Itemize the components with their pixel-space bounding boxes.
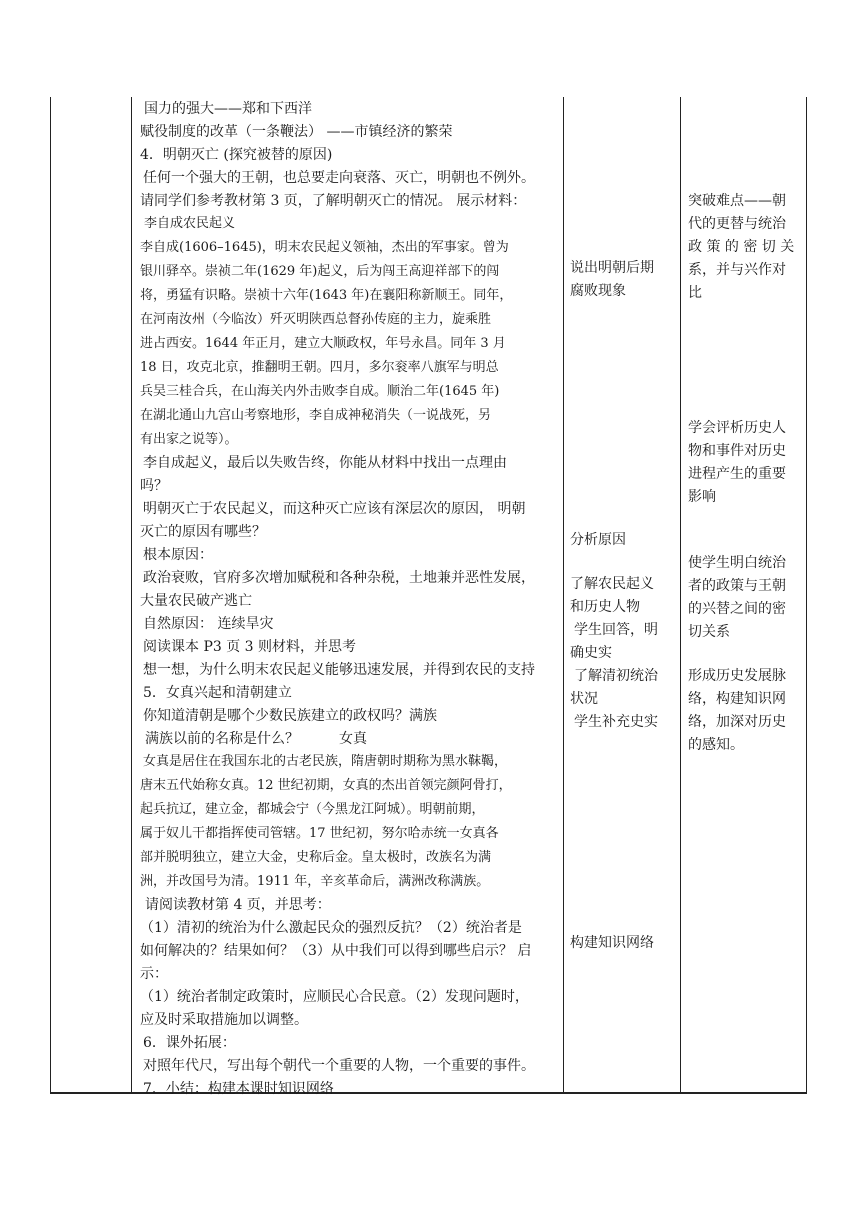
content-line: 想一想，为什么明末农民起义能够迅速发展，并得到农民的支持	[143, 662, 535, 678]
intent-line: 政 策 的 密 切 关	[688, 239, 795, 255]
intent-line: 的兴替之间的密	[688, 601, 786, 617]
material-line: 部并脱明独立，建立大金，史称后金。皇太极时，改族名为满	[140, 850, 492, 865]
activity-line: 学生补充史实	[574, 714, 658, 730]
intent-line: 学会评析历史人	[688, 420, 786, 436]
content-line: 任何一个强大的王朝，也总要走向衰落、灭亡，明朝也不例外。	[143, 170, 535, 186]
intent-line: 进程产生的重要	[688, 466, 786, 482]
activity-line: 说出明朝后期	[570, 260, 654, 276]
content-line: 请阅读教材第 4 页，并思考：	[145, 897, 331, 913]
material-line: 在河南汝州（今临汝）歼灭明陕西总督孙传庭的主力，旋乘胜	[140, 312, 492, 327]
content-line: 政治衰败，官府多次增加赋税和各种杂税，土地兼并恶性发展，	[143, 570, 535, 586]
activity-line: 确史实	[570, 645, 612, 661]
activity-line: 学生回答，明	[574, 622, 658, 638]
activity-line: 分析原因	[570, 532, 626, 548]
intent-line: 络，构建知识网	[688, 691, 786, 707]
material-line: 在湖北通山九宫山考察地形，李自成神秘消失（一说战死，另	[140, 408, 492, 423]
intent-line: 者的政策与王朝	[688, 578, 786, 594]
table-divider-3	[680, 97, 681, 1093]
intent-line: 切关系	[688, 624, 730, 640]
intent-line: 比	[688, 285, 702, 301]
material-line: 属于奴儿干都指挥使司管辖。17 世纪初，努尔哈赤统一女真各	[140, 826, 499, 841]
content-line: 应及时采取措施加以调整。	[140, 1012, 308, 1028]
content-line: 阅读课本 P3 页 3 则材料，并思考	[143, 639, 357, 655]
intent-line: 使学生明白统治	[688, 555, 786, 571]
table-border-right	[806, 97, 807, 1093]
content-line: 对照年代尺，写出每个朝代一个重要的人物，一个重要的事件。	[143, 1058, 535, 1074]
material-line: 起兵抗辽，建立金，都城会宁（今黑龙江阿城）。明朝前期，	[140, 802, 485, 817]
material-line: 将，勇猛有识略。崇祯十六年(1643 年)在襄阳称新顺王。同年，	[140, 288, 513, 303]
activity-line: 状况	[570, 691, 598, 707]
table-divider-1	[131, 97, 132, 1093]
content-line: 吗？	[140, 478, 168, 494]
material-line: 兵吴三桂合兵，在山海关内外击败李自成。顺治二年(1645 年)	[140, 384, 500, 399]
material-line: 李自成(1606–1645)，明末农民起义领袖，杰出的军事家。曾为	[140, 240, 509, 255]
intent-line: 系，并与兴作对	[688, 262, 786, 278]
intent-line: 突破难点——朝	[688, 193, 786, 209]
content-line: （1）统治者制定政策时，应顺民心合民意。（2）发现问题时，	[140, 989, 529, 1005]
content-line: 大量农民破产逃亡	[140, 593, 252, 609]
material-line: 有出家之说等）。	[140, 432, 238, 447]
content-line: 如何解决的？结果如何？（3）从中我们可以得到哪些启示？ 启	[140, 943, 532, 959]
material-line: 唐末五代始称女真。12 世纪初期，女真的杰出首领完颜阿骨打，	[140, 778, 512, 793]
content-line: 赋役制度的改革（一条鞭法） ——市镇经济的繁荣	[140, 124, 453, 140]
content-line: 请同学们参考教材第 3 页，了解明朝灭亡的情况。 展示材料：	[140, 193, 527, 209]
content-line: 示：	[140, 966, 168, 982]
table-border-left	[50, 97, 51, 1093]
material-line: 18 日，攻克北京，推翻明王朝。四月，多尔衮率八旗军与明总	[140, 360, 499, 375]
material-line: 女真是居住在我国东北的古老民族，隋唐朝时期称为黑水靺鞨，	[143, 754, 508, 769]
content-line: 李自成起义，最后以失败告终，你能从材料中找出一点理由	[143, 455, 507, 471]
intent-line: 络，加深对历史	[688, 714, 786, 730]
material-line: 洲，并改国号为清。1911 年，辛亥革命后，满洲改称满族。	[140, 874, 490, 889]
content-line: 国力的强大——郑和下西洋	[144, 101, 312, 117]
intent-line: 的感知。	[688, 737, 744, 753]
material-line: 银川驿卒。崇祯二年(1629 年)起义，后为闯王高迎祥部下的闯	[140, 264, 500, 279]
content-line: 明朝灭亡于农民起义，而这种灭亡应该有深层次的原因， 明朝	[143, 501, 526, 517]
intent-line: 物和事件对历史	[688, 443, 786, 459]
activity-line: 和历史人物	[570, 599, 640, 615]
content-line: 6．课外拓展：	[143, 1035, 236, 1051]
content-line: 根本原因：	[143, 547, 213, 563]
intent-line: 代的更替与统治	[688, 216, 786, 232]
material-line: 进占西安。1644 年正月，建立大顺政权，年号永昌。同年 3 月	[140, 336, 506, 351]
content-line: 7．小结：构建本课时知识网络	[143, 1081, 334, 1097]
content-line: 自然原因： 连续旱灾	[143, 616, 274, 632]
content-line: 你知道清朝是哪个少数民族建立的政权吗？满族	[143, 708, 437, 724]
activity-line: 了解农民起义	[570, 576, 654, 592]
content-line: 5．女真兴起和清朝建立	[143, 685, 292, 701]
content-line: （1）清初的统治为什么激起民众的强烈反抗？（2）统治者是	[140, 920, 522, 936]
table-divider-2	[563, 97, 564, 1093]
intent-line: 形成历史发展脉	[688, 668, 786, 684]
intent-line: 影响	[688, 489, 716, 505]
content-line: 灭亡的原因有哪些？	[140, 524, 266, 540]
activity-line: 构建知识网络	[570, 935, 654, 951]
content-line: 满族以前的名称是什么？ 女真	[145, 731, 368, 747]
content-line: 4．明朝灭亡 (探究被替的原因)	[140, 147, 333, 163]
material-title: 李自成农民起义	[144, 216, 236, 231]
activity-line: 腐败现象	[570, 283, 626, 299]
activity-line: 了解清初统治	[574, 668, 658, 684]
